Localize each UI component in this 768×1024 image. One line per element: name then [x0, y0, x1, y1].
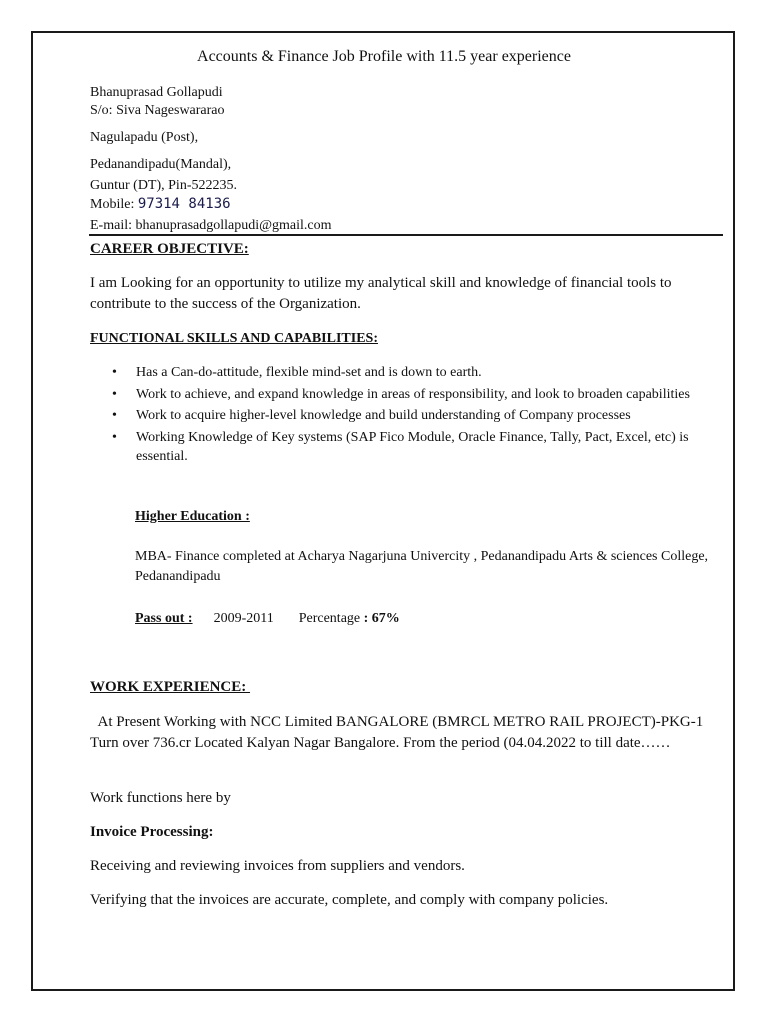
- skill-text: Work to acquire higher-level knowledge and build understanding of Company processes: [136, 408, 631, 423]
- bullet-icon: •: [112, 386, 117, 402]
- percentage-value: : 67%: [363, 611, 400, 626]
- list-item: [110, 406, 725, 426]
- work-experience-heading: WORK EXPERIENCE:: [90, 679, 251, 695]
- header-divider: [89, 234, 723, 236]
- skills-heading: FUNCTIONAL SKILLS AND CAPABILITIES:: [90, 331, 378, 346]
- parent-name: S/o: Siva Nageswararao: [90, 103, 225, 118]
- career-objective-text: I am Looking for an opportunity to utilize my analytical skill and knowledge of financial tools to contribute to the success of the Organization.: [90, 275, 672, 312]
- invoice-processing-heading: Invoice Processing:: [90, 824, 214, 840]
- list-item: [110, 363, 725, 383]
- address-post: Nagulapadu (Post),: [90, 130, 199, 145]
- mobile-label: Mobile:: [90, 197, 135, 212]
- mobile-line: [90, 195, 231, 214]
- skill-text: Work to achieve, and expand knowledge in areas of responsibility, and look to broaden capabilities: [136, 386, 690, 402]
- skills-list: [110, 363, 725, 469]
- bullet-icon: •: [112, 408, 117, 423]
- invoice-line-2: Verifying that the invoices are accurate, complete, and comply with company policies.: [90, 892, 609, 908]
- bullet-icon: •: [112, 365, 117, 380]
- list-item: [110, 385, 725, 405]
- document-title: Accounts & Finance Job Profile with 11.5 year experience: [197, 48, 571, 65]
- passout-label: Pass out :: [135, 611, 193, 626]
- list-item: [110, 428, 725, 467]
- bullet-icon: •: [112, 429, 117, 445]
- address-district: Guntur (DT), Pin-522235.: [90, 178, 237, 193]
- candidate-name: Bhanuprasad Gollapudi: [90, 85, 223, 100]
- mobile-number: 97314 84136: [137, 196, 231, 212]
- skill-text: Working Knowledge of Key systems (SAP Fico Module, Oracle Finance, Tally, Pact, Excel, etc) is essential.: [136, 429, 689, 464]
- address-mandal: Pedanandipadu(Mandal),: [90, 157, 232, 172]
- passout-years: 2009-2011: [213, 611, 274, 626]
- invoice-line-1: Receiving and reviewing invoices from suppliers and vendors.: [90, 858, 465, 874]
- passout-line: [135, 610, 400, 628]
- education-text: MBA- Finance completed at Acharya Nagarjuna Univercity , Pedanandipadu Arts & sciences College, Pedanandipadu: [135, 549, 709, 584]
- percentage-label: Percentage: [298, 611, 361, 626]
- career-objective-heading: CAREER OBJECTIVE:: [90, 241, 249, 257]
- email-line: E-mail: bhanuprasadgollapudi@gmail.com: [90, 218, 332, 233]
- work-functions-intro: Work functions here by: [90, 790, 231, 806]
- work-experience-text: At Present Working with NCC Limited BANGALORE (BMRCL METRO RAIL PROJECT)-PKG-1 Turn over 736.cr Located Kalyan Nagar Bangalore. From the period (04.04.2022 to till date……: [90, 714, 707, 751]
- education-heading: Higher Education :: [135, 509, 250, 524]
- skill-text: Has a Can-do-attitude, flexible mind-set and is down to earth.: [136, 365, 482, 380]
